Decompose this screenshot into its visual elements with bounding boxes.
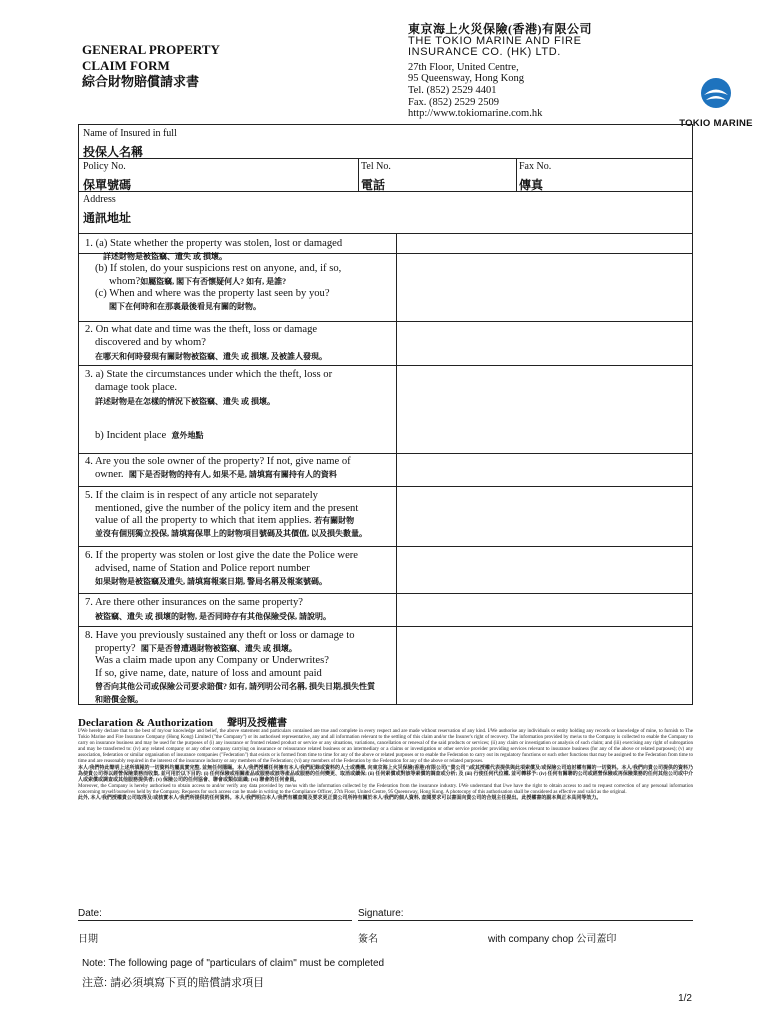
note-zh: 注意: 請必須填寫下頁的賠償請求項目	[82, 977, 265, 989]
question-3b: b) Incident place 意外地點	[95, 430, 204, 441]
declaration-zh-2: 此外, 本人/我們授權貴公司取得及/或核實本人/我們所提供的任何資料。本人/我們明白本人/我們有權查閱及要求更正貴公司所持有關於本人/我們的個人資料, 查閱要求可以書面向貴公司的合規主任提出。此授權書的副本與正本具同等效力。	[78, 796, 602, 802]
tokio-marine-logo-icon	[699, 76, 733, 110]
declaration-zh-1: 本人/我們特此聲明上述所填報的一切資料均屬真實完整, 並無任何隱瞞。本人/我們授權任何擁有本人/我們記錄或資料的人士或機構, 向東京海上火災保險(香港)有限公司("貴公司")或其授權代表提供與此項索償及/或保險公司追討權有關的一切資料。本人/我們向貴公司提供的資料乃為使貴公司得以經營保險業務而收集, 並可用於以下目的: (i) 任何保險或相關產品或服務或該等產品或服務的任何變更、取消或續保; (ii) 任何索償或對該等索償的調查或分析; 及 (iii) 行使任何代位權, 並可轉移予: (iv) 任何有關聯的公司或經營保險或再保險業務的任何其他公司或中介人或索償或調查或其他服務提供者; (v) 保險公司的任何協會、聯會或類似組織; (vi) 聯會的任何會員。	[78, 765, 693, 783]
question-6: 6. If the property was stolen or lost give the date the Police were advised, name of Station and Police report number 如果財物是被盜竊及遺失, 請填寫報案日期, 警局名稱及報案號碼。	[85, 550, 359, 586]
question-1: 1. (a) State whether the property was stolen, lost or damaged 詳述財物是被盜竊、遺失 或 損壞。 (b) If stolen, do your suspicions rest on anyone, and, if so, whom?如屬盜竊, 閣下有否懷疑何人? 如有, 是誰? (c) When and where was the property last seen by you? 閣下在何時和在那裏最後看見有關的財物。	[85, 238, 343, 311]
question-3a: 3. a) State the circumstances under which the theft, loss or damage took place. 詳述財物是在怎樣的情況下被盜竊、遺失 或 損壞。	[85, 369, 333, 406]
company-block	[408, 24, 592, 120]
logo-text: TOKIO MARINE	[679, 118, 753, 129]
declaration-title: Declaration & Authorization 聲明及授權書	[78, 717, 288, 729]
policy-no-label: Policy No. 保單號碼	[83, 161, 132, 192]
claim-questions-table	[78, 233, 693, 705]
date-label: Date:	[78, 908, 102, 919]
date-label-zh: 日期	[78, 934, 98, 945]
declaration-en-2: Moreover, the Company is hereby authorised to obtain access to and/or verify any data provided by me/us with the information collected by the Federation from the insurance industry. I/We understand that I/we have the right to obtain access to and to request correction of any personal information concerning myself/ourselves held by the Company. Requests for such access can be made in writing to the Compliance Officer, 27th Floor, United Centre, 95 Queensway, Hong Kong. A photocopy of this authorisation shall be considered as effective and valid as the original.	[78, 783, 693, 795]
declaration-en-1: I/We hereby declare that to the best of my/our knowledge and belief, the above statement and particulars contained are true and complete in every respect and are made without reservation of any kind. I/We authorise any individuals or entity holding any records or knowledge of mine, to furnish to The Tokio Marine and Fire Insurance Company (Hong Kong) Limited ("the Company") or its authorised representative, any and all information relevant to the settling of this claim and/or the Insurer's right of recovery. The information provided by me/us to the Company is collected to enable the Company to carry on insurance business and may be used for the purposes of (i) any insurance or fronted related product or service or any situations, variations, cancellation or renewal of the said products or services; (ii) any claim or investigation or analysis of such claim; and (iii) exercising any right of subrogation and may be transferred to: (iv) any related company or any other company carrying on insurance or reinsurance related business or an intermediary or a claims or investigation or other service provider providing services relevant to insurance business (for any of the above or related purposes); (v) any association, federation or similar organisation of insurance companies ("Federation") that exists or is formed from time to time for any of the above or related purposes or to enable the Federation to carry out its regulatory functions or such other functions that may be assigned to the Federation from time to time and are reasonably required in the interest of the insurance industry or any members of the Federation; (vi) any members of the Federation by the Federation for any of the above or related purposes.	[78, 729, 693, 765]
question-5: 5. If the claim is in respect of any article not separately mentioned, give the number of the policy item and the present value of all the property to which that item applies. 若有關財物 並沒有個別獨立投保, 請填寫保單上的財物項目號碼及其價值, 以及損失數量。	[85, 490, 367, 538]
question-8: 8. Have you previously sustained any theft or loss or damage to property? 閣下是否曾遭遇財物被盜竊、遺失 或 損壞。 Was a claim made upon any Company or Underwrites? If so, give name, date, nature of loss and amount paid 曾否向其他公司或保險公司要求賠償? 如有, 請列明公司名稱, 損失日期,損失性質 和賠償金額。	[85, 630, 375, 704]
company-name-en-1: THE TOKIO MARINE AND FIRE	[408, 34, 582, 47]
address-label: Address 通訊地址	[83, 194, 132, 225]
company-address-1: 27th Floor, United Centre,	[408, 61, 519, 73]
signature-line[interactable]	[358, 920, 693, 921]
declaration-body	[78, 729, 693, 802]
question-7: 7. Are there other insurances on the same property? 被盜竊、遺失 或 損壞的財物, 是否同時存有其他保險受保, 請說明。	[85, 597, 331, 621]
company-name-zh: 東京海上火災保險(香港)有限公司	[408, 22, 592, 36]
company-fax: Fax. (852) 2529 2509	[408, 96, 499, 108]
note-en: Note: The following page of "particulars of claim" must be completed	[82, 958, 385, 969]
question-2: 2. On what date and time was the theft, loss or damage discovered and by whom? 在哪天和何時發現有關財物被盜竊、遺失 或 損壞, 及被誰人發現。	[85, 324, 327, 361]
signature-label: Signature:	[358, 908, 404, 919]
company-name-en-2: INSURANCE CO. (HK) LTD.	[408, 46, 561, 59]
form-title-zh: 綜合財物賠償請求書	[82, 74, 200, 89]
form-title-en-2: CLAIM FORM	[82, 58, 170, 73]
name-of-insured-label: Name of Insured in full 投保人名稱	[83, 128, 177, 159]
question-4: 4. Are you the sole owner of the property? If not, give name of owner. 閣下是否財物的持有人, 如果不是, 請填寫有關持有人的資料	[85, 456, 351, 480]
signature-label-zh: 簽名	[358, 934, 378, 945]
company-web: http://www.tokiomarine.com.hk	[408, 108, 543, 120]
fax-no-label: Fax No. 傳真	[519, 161, 552, 192]
company-logo	[676, 76, 756, 129]
form-title-en-1: GENERAL PROPERTY	[82, 42, 220, 57]
date-line[interactable]	[78, 920, 352, 921]
company-address-2: 95 Queensway, Hong Kong	[408, 73, 524, 85]
tel-no-label: Tel No. 電話	[361, 161, 391, 192]
company-chop-label: with company chop 公司蓋印	[488, 934, 617, 945]
form-title	[82, 42, 220, 90]
page-number: 1/2	[678, 993, 692, 1004]
company-tel: Tel. (852) 2529 4401	[408, 84, 497, 96]
